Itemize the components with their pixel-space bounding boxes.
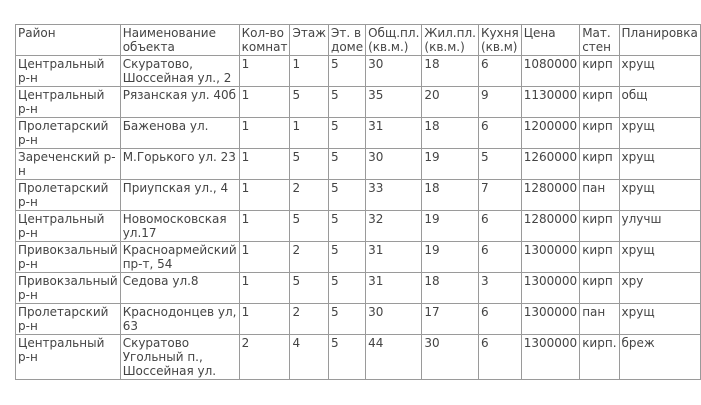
cell-total-area: 33 <box>366 180 422 211</box>
cell-layout: хрущ <box>619 149 700 180</box>
cell-living-area: 19 <box>422 149 479 180</box>
cell-floor: 5 <box>290 211 329 242</box>
table-row <box>16 118 701 149</box>
cell-object-name: Баженова ул. <box>120 118 239 149</box>
cell-price: 1130000 <box>521 87 579 118</box>
table-row <box>16 149 701 180</box>
table-row <box>16 304 701 335</box>
cell-layout: улучш <box>619 211 700 242</box>
cell-rooms: 1 <box>239 304 290 335</box>
cell-object-name: Новомосковская ул.17 <box>120 211 239 242</box>
cell-price: 1200000 <box>521 118 579 149</box>
header-row <box>16 25 701 56</box>
cell-rooms: 1 <box>239 273 290 304</box>
cell-price: 1300000 <box>521 242 579 273</box>
cell-rooms: 2 <box>239 335 290 380</box>
cell-price: 1280000 <box>521 180 579 211</box>
cell-district: Центральный р-н <box>16 335 121 380</box>
cell-floor: 2 <box>290 180 329 211</box>
cell-object-name: Седова ул.8 <box>120 273 239 304</box>
header-floors-in-building: Эт. в доме <box>329 25 366 56</box>
cell-total-area: 30 <box>366 304 422 335</box>
cell-kitchen-area: 9 <box>478 87 521 118</box>
cell-total-area: 31 <box>366 118 422 149</box>
cell-wall-material: кирп <box>580 211 619 242</box>
table-row <box>16 273 701 304</box>
cell-total-area: 31 <box>366 242 422 273</box>
cell-wall-material: кирп <box>580 56 619 87</box>
table-row <box>16 335 701 380</box>
cell-floors-in-building: 5 <box>329 180 366 211</box>
cell-floors-in-building: 5 <box>329 211 366 242</box>
cell-layout: хрущ <box>619 118 700 149</box>
cell-district: Пролетарский р-н <box>16 180 121 211</box>
cell-floors-in-building: 5 <box>329 242 366 273</box>
cell-district: Пролетарский р-н <box>16 118 121 149</box>
cell-total-area: 32 <box>366 211 422 242</box>
cell-object-name: Краснодонцев ул, 63 <box>120 304 239 335</box>
header-object-name: Наименование объекта <box>120 25 239 56</box>
cell-price: 1300000 <box>521 304 579 335</box>
cell-floors-in-building: 5 <box>329 149 366 180</box>
cell-kitchen-area: 7 <box>478 180 521 211</box>
cell-living-area: 18 <box>422 180 479 211</box>
header-floor: Этаж <box>290 25 329 56</box>
cell-district: Пролетарский р-н <box>16 304 121 335</box>
cell-kitchen-area: 6 <box>478 242 521 273</box>
cell-floors-in-building: 5 <box>329 273 366 304</box>
cell-kitchen-area: 6 <box>478 56 521 87</box>
header-living-area: Жил.пл. (кв.м.) <box>422 25 479 56</box>
cell-object-name: Рязанская ул. 40б <box>120 87 239 118</box>
cell-district: Привокзальный р-н <box>16 273 121 304</box>
cell-floor: 5 <box>290 149 329 180</box>
cell-wall-material: кирп <box>580 242 619 273</box>
cell-floor: 1 <box>290 56 329 87</box>
cell-living-area: 18 <box>422 273 479 304</box>
cell-total-area: 30 <box>366 149 422 180</box>
cell-layout: хрущ <box>619 180 700 211</box>
cell-kitchen-area: 6 <box>478 118 521 149</box>
table-row <box>16 211 701 242</box>
cell-layout: хру <box>619 273 700 304</box>
cell-district: Центральный р-н <box>16 56 121 87</box>
cell-wall-material: кирп <box>580 118 619 149</box>
cell-living-area: 17 <box>422 304 479 335</box>
cell-price: 1080000 <box>521 56 579 87</box>
cell-object-name: Скуратово, Шоссейная ул., 2 <box>120 56 239 87</box>
cell-object-name: Красноармейский пр-т, 54 <box>120 242 239 273</box>
cell-total-area: 31 <box>366 273 422 304</box>
cell-price: 1300000 <box>521 273 579 304</box>
cell-price: 1260000 <box>521 149 579 180</box>
cell-object-name: М.Горького ул. 23 <box>120 149 239 180</box>
cell-layout: хрущ <box>619 56 700 87</box>
cell-price: 1300000 <box>521 335 579 380</box>
table-body <box>16 56 701 380</box>
cell-rooms: 1 <box>239 118 290 149</box>
cell-floor: 1 <box>290 118 329 149</box>
cell-floor: 2 <box>290 242 329 273</box>
cell-layout: хрущ <box>619 304 700 335</box>
cell-wall-material: кирп <box>580 273 619 304</box>
cell-kitchen-area: 6 <box>478 335 521 380</box>
cell-living-area: 20 <box>422 87 479 118</box>
table-row <box>16 242 701 273</box>
cell-living-area: 19 <box>422 242 479 273</box>
cell-object-name: Скуратово Угольный п., Шоссейная ул. <box>120 335 239 380</box>
cell-total-area: 30 <box>366 56 422 87</box>
table-row <box>16 87 701 118</box>
cell-wall-material: пан <box>580 180 619 211</box>
header-price: Цена <box>521 25 579 56</box>
cell-layout: хрущ <box>619 242 700 273</box>
cell-wall-material: кирп <box>580 149 619 180</box>
table-row <box>16 180 701 211</box>
cell-layout: общ <box>619 87 700 118</box>
cell-kitchen-area: 6 <box>478 304 521 335</box>
cell-kitchen-area: 6 <box>478 211 521 242</box>
header-total-area: Общ.пл. (кв.м.) <box>366 25 422 56</box>
cell-floors-in-building: 5 <box>329 304 366 335</box>
cell-rooms: 1 <box>239 242 290 273</box>
cell-district: Зареченский р-н <box>16 149 121 180</box>
table-row <box>16 56 701 87</box>
cell-district: Центральный р-н <box>16 211 121 242</box>
cell-object-name: Приупская ул., 4 <box>120 180 239 211</box>
cell-floors-in-building: 5 <box>329 335 366 380</box>
cell-floor: 5 <box>290 273 329 304</box>
cell-total-area: 35 <box>366 87 422 118</box>
cell-rooms: 1 <box>239 180 290 211</box>
apartment-listing-table <box>15 24 701 380</box>
header-rooms: Кол-во комнат <box>239 25 290 56</box>
cell-floors-in-building: 5 <box>329 87 366 118</box>
cell-layout: бреж <box>619 335 700 380</box>
cell-wall-material: кирп <box>580 87 619 118</box>
cell-floors-in-building: 5 <box>329 118 366 149</box>
cell-rooms: 1 <box>239 211 290 242</box>
cell-living-area: 18 <box>422 56 479 87</box>
cell-district: Привокзальный р-н <box>16 242 121 273</box>
cell-floor: 2 <box>290 304 329 335</box>
cell-total-area: 44 <box>366 335 422 380</box>
cell-rooms: 1 <box>239 56 290 87</box>
cell-living-area: 18 <box>422 118 479 149</box>
cell-rooms: 1 <box>239 149 290 180</box>
cell-wall-material: кирп. <box>580 335 619 380</box>
cell-district: Центральный р-н <box>16 87 121 118</box>
table-header <box>16 25 701 56</box>
cell-rooms: 1 <box>239 87 290 118</box>
header-district: Район <box>16 25 121 56</box>
cell-kitchen-area: 5 <box>478 149 521 180</box>
cell-floor: 4 <box>290 335 329 380</box>
cell-wall-material: пан <box>580 304 619 335</box>
cell-floor: 5 <box>290 87 329 118</box>
cell-living-area: 30 <box>422 335 479 380</box>
header-kitchen-area: Кухня (кв.м) <box>478 25 521 56</box>
cell-floors-in-building: 5 <box>329 56 366 87</box>
cell-living-area: 19 <box>422 211 479 242</box>
header-wall-material: Мат. стен <box>580 25 619 56</box>
cell-kitchen-area: 3 <box>478 273 521 304</box>
header-layout: Планировка <box>619 25 700 56</box>
cell-price: 1280000 <box>521 211 579 242</box>
